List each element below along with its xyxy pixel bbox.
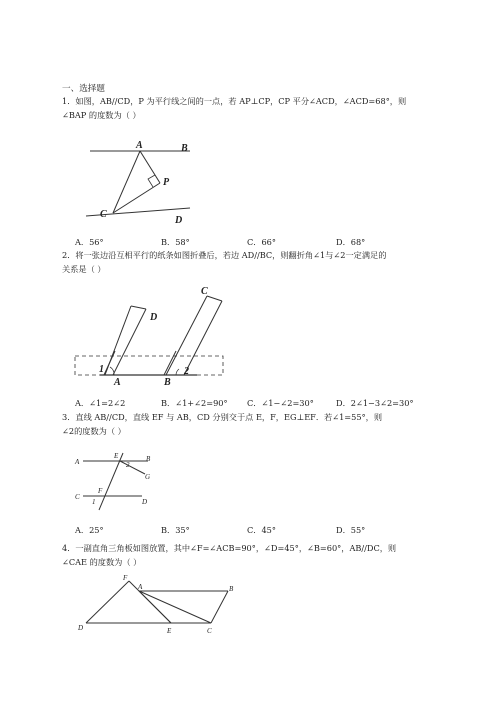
q1-option-d[interactable]: D．68° — [336, 237, 366, 247]
q4-label-f: F — [123, 574, 128, 582]
q3-option-a[interactable]: A．25° — [75, 525, 104, 535]
q3-label-b: B — [146, 455, 151, 463]
q3-option-d[interactable]: D．55° — [336, 525, 366, 535]
q4-label-d: D — [78, 624, 84, 632]
q4-label-b: B — [229, 585, 234, 593]
q1-option-c[interactable]: C．66° — [247, 237, 276, 247]
q3-text-line2: ∠2的度数为（ ） — [62, 426, 126, 436]
q3-label-1: 1 — [92, 498, 96, 506]
q3-option-b[interactable]: B．35° — [161, 525, 190, 535]
q3-label-a: A — [75, 458, 80, 466]
q1-text-line1: 1．如图，AB//CD，P 为平行线之间的一点，若 AP⊥CP，CP 平分∠ACD，∠ACD=68°，则 — [62, 96, 407, 106]
q1-label-p: P — [163, 177, 170, 188]
q1-label-d: D — [175, 215, 183, 226]
q3-text-line1: 3．直线 AB//CD，直线 EF 与 AB，CD 分别交于点 E，F，EG⊥EF．若∠1=55°，则 — [62, 412, 383, 422]
q3-label-f: F — [98, 487, 103, 495]
q2-label-2: 2 — [184, 366, 189, 377]
q4-label-e: E — [167, 627, 172, 635]
q4-label-a: A — [138, 583, 143, 591]
q2-option-d[interactable]: D．2∠1−3∠2=30° — [336, 398, 414, 408]
q1-option-b[interactable]: B．58° — [161, 237, 190, 247]
q2-option-b[interactable]: B．∠1+∠2=90° — [161, 398, 228, 408]
q3-label-c: C — [75, 493, 80, 501]
q2-text-line1: 2．将一张边沿互相平行的纸条如图折叠后，若边 AD//BC，则翻折角∠1与∠2一定满足的 — [62, 250, 387, 260]
q1-text-line2: ∠BAP 的度数为（ ） — [62, 110, 141, 120]
q3-option-c[interactable]: C．45° — [247, 525, 276, 535]
q1-label-b: B — [181, 143, 188, 154]
q4-text-line1: 4．一副直角三角板如图放置，其中∠F=∠ACB=90°，∠D=45°，∠B=60°，AB//DC，则 — [62, 543, 397, 553]
q3-label-2: 2 — [126, 461, 130, 469]
q2-label-b: B — [164, 377, 171, 388]
q4-text-line2: ∠CAE 的度数为（ ） — [62, 557, 142, 567]
q1-label-c: C — [100, 209, 107, 220]
section-heading: 一、选择题 — [62, 84, 105, 94]
q3-label-e: E — [114, 452, 119, 460]
q4-label-c: C — [207, 627, 212, 635]
q2-option-c[interactable]: C．∠1−∠2=30° — [247, 398, 314, 408]
q2-label-c: C — [201, 286, 208, 297]
q2-option-a[interactable]: A．∠1=2∠2 — [75, 398, 126, 408]
q3-label-d: D — [142, 498, 148, 506]
q1-option-a[interactable]: A．56° — [75, 237, 104, 247]
q2-label-a: A — [114, 377, 121, 388]
q1-label-a: A — [136, 140, 143, 151]
q2-text-line2: 关系是（ ） — [62, 264, 106, 274]
q3-label-g: G — [145, 473, 151, 481]
q2-label-d: D — [150, 312, 158, 323]
q2-label-1: 1 — [99, 364, 104, 375]
